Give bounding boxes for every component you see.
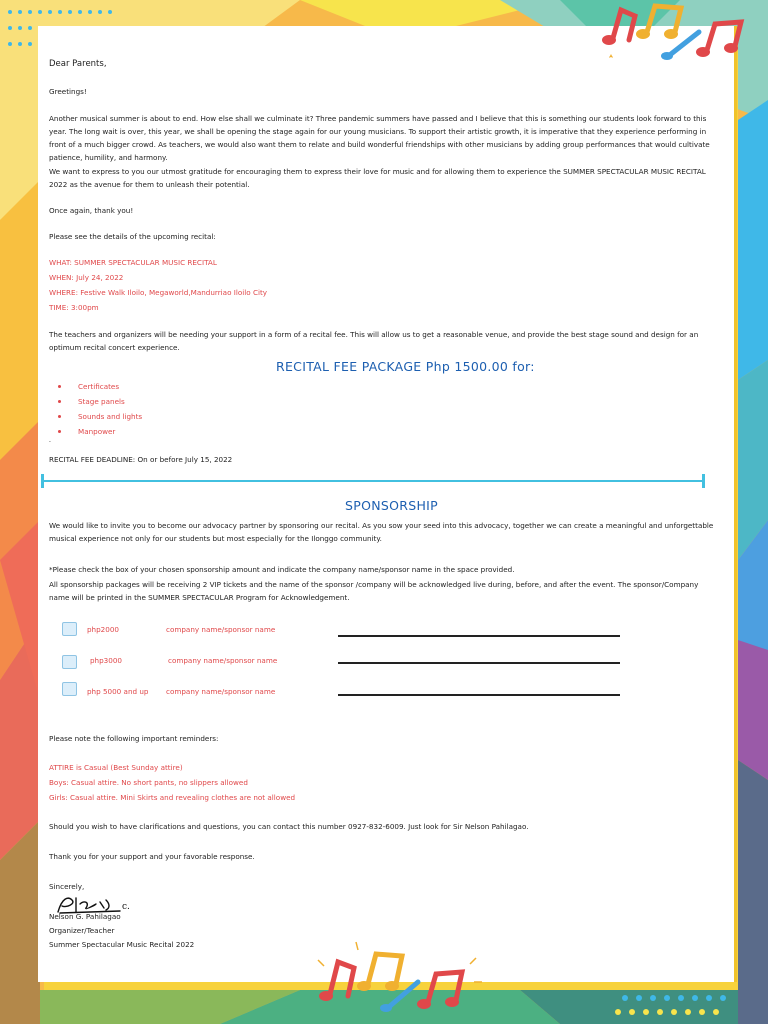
boys-reminder: Boys: Casual attire. No short pants, no slippers allowed (49, 778, 248, 787)
organizer-name: Nelson G. Pahilagao (49, 912, 121, 921)
intro-paragraph: Another musical summer is about to end. How else shall we culminate it? Three pandemic summers have passed and I believe that this is something our students look forward to this year. The long wait is over, this year, we shall be opening the stage again for our young musicians. To support their artistic growth, it is imperative that they experience performing in front of a much bigger crowd. As teachers, we would also want them to relate and build wonderful friendships with other musicians by adding group performances that would cultivate patience, humility, and harmony. (49, 114, 710, 162)
greeting: Greetings! (49, 87, 87, 96)
fee-package-title: RECITAL FEE PACKAGE Php 1500.00 for: (276, 359, 535, 374)
option-amount: php3000 (90, 656, 122, 665)
sponsorship-note-2: All sponsorship packages will be receiving 2 VIP tickets and the name of the sponsor /company will be acknowledged live during, before, and after the event. The sponsor/Company name will be printed in the SUMMER SPECTACULAR Program for Acknowledgement. (49, 580, 699, 602)
recital-fee-paragraph: The teachers and organizers will be needing your support in a form of a recital fee. This will allow us to get a reasonable venue, and provide the best stage sound and design for an optimum recital concert experience. (49, 330, 699, 352)
sponsorship-checkbox-php5000[interactable] (62, 682, 77, 696)
girls-reminder: Girls: Casual attire. Mini Skirts and revealing clothes are not allowed (49, 793, 296, 802)
sponsorship-checkbox-php3000[interactable] (62, 655, 77, 669)
reminders-intro: Please note the following important reminders: (49, 734, 219, 743)
section-divider (41, 480, 705, 482)
salutation: Dear Parents, (49, 59, 107, 69)
company-name-field[interactable] (338, 662, 620, 664)
list-item: Stage panels (58, 394, 142, 409)
company-name-field[interactable] (338, 635, 620, 637)
list-item: Certificates (58, 379, 142, 394)
option-amount: php 5000 and up (87, 687, 149, 696)
list-item: Sounds and lights (58, 409, 142, 424)
gratitude-paragraph: We want to express to you our utmost gratitude for encouraging them to express their love for music and for allowing them to experience the SUMMER SPECTACULAR MUSIC RECITAL 2022 as the avenue for them to unleash their potential. (49, 167, 706, 189)
svg-text:c.: c. (122, 902, 130, 912)
sponsorship-note-1: *Please check the box of your chosen sponsorship amount and indicate the company name/sponsor name in the space provided. (49, 565, 515, 574)
stray-bullet: - (49, 439, 51, 445)
fee-deadline: RECITAL FEE DEADLINE: On or before July 15, 2022 (49, 455, 233, 464)
sincerely: Sincerely, (49, 882, 85, 891)
sponsorship-title: SPONSORSHIP (345, 498, 438, 513)
detail-where: WHERE: Festive Walk Iloilo, Megaworld,Mandurriao Iloilo City (49, 288, 268, 297)
contact-info: Should you wish to have clarifications and questions, you can contact this number 0927-832-6009. Just look for Sir Nelson Pahilagao. (49, 822, 529, 831)
organizer-role: Organizer/Teacher (49, 926, 115, 935)
attire-reminder: ATTIRE is Casual (Best Sunday attire) (49, 763, 183, 772)
detail-when: WHEN: July 24, 2022 (49, 273, 124, 282)
thanks-again: Once again, thank you! (49, 206, 134, 215)
music-notes-icon (595, 2, 755, 64)
option-amount: php2000 (87, 625, 119, 634)
see-details: Please see the details of the upcoming recital: (49, 232, 216, 241)
sponsorship-intro: We would like to invite you to become our advocacy partner by sponsoring our recital. As you sow your seed into this advocacy, together we can create a meaningful and unforgettable musical experience not only for our students but most especially for the Ilonggo community. (49, 521, 714, 543)
company-name-field[interactable] (338, 694, 620, 696)
sponsorship-checkbox-php2000[interactable] (62, 622, 77, 636)
option-label: company name/sponsor name (166, 687, 276, 696)
detail-time: TIME: 3:00pm (49, 303, 99, 312)
option-label: company name/sponsor name (168, 656, 278, 665)
fee-items-list (58, 379, 142, 439)
option-label: company name/sponsor name (166, 625, 276, 634)
list-item: Manpower (58, 424, 142, 439)
event-name: Summer Spectacular Music Recital 2022 (49, 940, 195, 949)
detail-what: WHAT: SUMMER SPECTACULAR MUSIC RECITAL (49, 258, 217, 267)
closing-thanks: Thank you for your support and your favorable response. (49, 852, 255, 861)
